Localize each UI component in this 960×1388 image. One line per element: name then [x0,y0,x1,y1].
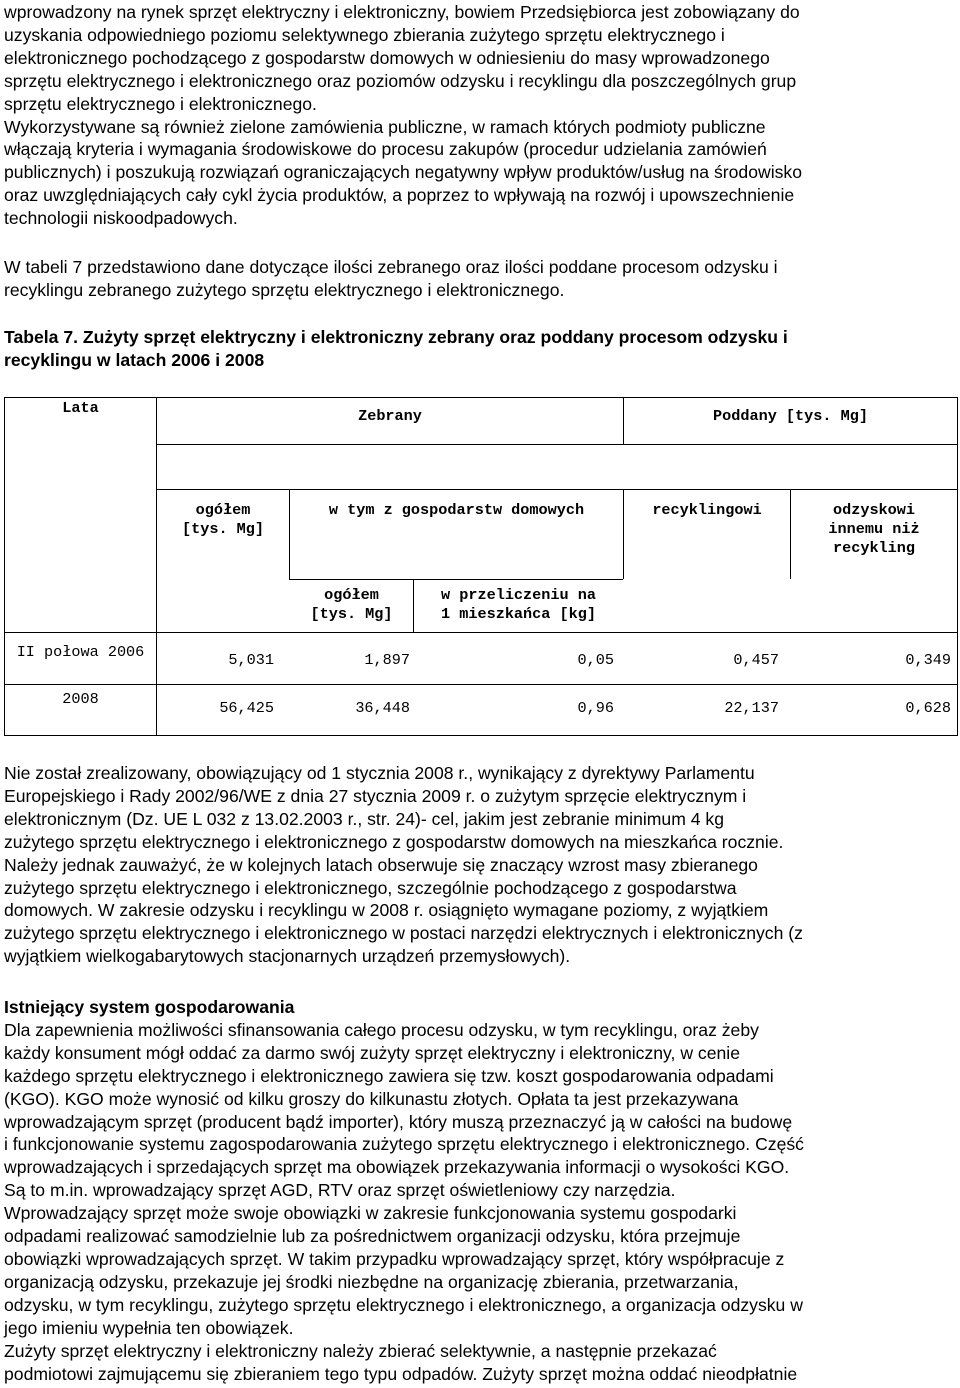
text-line: Zużyty sprzęt elektryczny i elektroniczny należy zbierać selektywnie, a następnie przekazać [4,1340,717,1361]
text-line: publicznych) i poszukują rozwiązań ograniczających negatywny wpływ produktów/usług na środowisko [4,162,802,183]
text-line: elektronicznego pochodzącego z gospodarstw domowych w odniesieniu do masy wprowadzonego [4,47,770,68]
text-line: recyklingu zebranego zużytego sprzętu elektrycznego i elektronicznego. [4,279,565,300]
text-line: Tabela 7. Zużyty sprzęt elektryczny i elektroniczny zebrany oraz poddany procesom odzysku i [4,327,788,347]
header-lata: Lata [62,399,99,417]
header-ogolem: ogółem [tys. Mg] [181,501,265,538]
text-line: (KGO). KGO może wynosić od kilku groszy do kilkunastu złotych. Opłata ta jest przekazywana [4,1088,739,1109]
header-przeliczeniu: w przeliczeniu na 1 mieszkańca [kg] [441,586,596,623]
header-gospodarstw: w tym z gospodarstw domowych [328,501,585,519]
table-cell: 0,96 [577,699,614,717]
table-title [4,326,788,372]
header-zebrany: Zebrany [358,407,422,425]
table-cell: 0,349 [905,651,951,669]
text-line: domowych. W zakresie odzysku i recyklingu w 2008 r. osiągnięto wymagane poziomy, z wyjątkiem [4,900,769,921]
text-line: Europejskiego i Rady 2002/96/WE z dnia 27 stycznia 2009 r. o zużytym sprzęcie elektrycznym i [4,785,747,806]
row-label: 2008 [62,690,99,708]
text-line: technologii niskoodpadowych. [4,208,238,229]
text-line: recyklingu w latach 2006 i 2008 [4,349,265,370]
paragraph-directive [4,762,803,968]
table-cell: 0,05 [577,651,614,669]
table-cell: 22,137 [724,699,779,717]
table-cell: 0,628 [905,699,951,717]
table-cell: 0,457 [733,651,779,669]
text-line: organizacją odzysku, przekazuje jej środki niezbędne na organizację zbierania, przetwarzania, [4,1271,739,1292]
section-existing-system [4,996,804,1385]
text-line: zużytego sprzętu elektrycznego i elektronicznego, szczególnie pochodzącego z gospodarstwa [4,877,737,898]
text-line: podmiotowi zajmującemu się zbieraniem tego typu odpadów. Zużyty sprzęt można oddać nieodpłatnie [4,1363,798,1384]
header-poddany: Poddany [tys. Mg] [713,407,868,425]
text-line: wprowadzających i sprzedających sprzęt ma obowiązek przekazywania informacji o wysokości KGO. [4,1157,790,1178]
text-line: Są to m.in. wprowadzający sprzęt AGD, RTV oraz sprzęt oświetleniowy czy narzędzia. [4,1180,676,1201]
text-line: oraz uwzględniających cały cykl życia produktów, a poprzez to wpływają na rozwój i upowszechnienie [4,185,795,206]
text-line: obowiązki wprowadzających sprzęt. W takim przypadku wprowadzający sprzęt, który współpracuje z [4,1248,785,1269]
text-line: sprzętu elektrycznego i elektronicznego. [4,93,317,114]
header-recyklingowi: recyklingowi [652,501,762,519]
text-line: Wykorzystywane są również zielone zamówienia publiczne, w ramach których podmioty publiczne [4,116,766,137]
text-line: włączają kryteria i wymagania środowiskowe do procesu zakupów (procedur udzielania zamówień [4,139,767,160]
text-line: zużytego sprzętu elektrycznego i elektronicznego w postaci narzędzi elektrycznych i elektronicznych (z [4,923,803,944]
text-line: jego imieniu wypełnia ten obowiązek. [4,1317,294,1338]
text-line: i funkcjonowanie systemu zagospodarowania zużytego sprzętu elektrycznego i elektronicznego. Część [4,1134,804,1155]
text-line: zużytego sprzętu elektrycznego i elektronicznego z gospodarstw domowych na mieszkańca rocznie. [4,831,784,852]
text-line: W tabeli 7 przedstawiono dane dotyczące ilości zebranego oraz ilości poddane procesom odzysku i [4,257,778,277]
header-odzyskowi: odzyskowi innemu niż recykling [828,501,920,557]
text-line: wprowadzającym sprzęt (producent bądź importer), który muszą przeznaczyć ją w całości na budowę [4,1111,793,1132]
text-line: każdego sprzętu elektrycznego i elektronicznego zawiera się tzw. koszt gospodarowania odpadami [4,1065,774,1086]
paragraph-intro [4,1,802,230]
section-heading: Istniejący system gospodarowania [4,997,295,1017]
text-line: wyjątkiem wielkogabarytowych stacjonarnych urządzeń przemysłowych). [4,946,571,967]
text-line: Nie został zrealizowany, obowiązujący od 1 stycznia 2008 r., wynikający z dyrektywy Parlamentu [4,763,755,783]
text-line: odzysku, w tym recyklingu, zużytego sprzętu elektrycznego i elektronicznego, a organizacja odzysku w [4,1294,803,1315]
table-cell: 36,448 [355,699,410,717]
row-label: II połowa 2006 [16,643,145,661]
table-cell: 56,425 [219,699,274,717]
text-line: elektronicznym (Dz. UE L 032 z 13.02.2003 r., str. 24)- cel, jakim jest zebranie minimum 4 kg [4,808,725,829]
table-cell: 5,031 [228,651,274,669]
text-line: każdy konsument mógł oddać za darmo swój zużyty sprzęt elektryczny i elektroniczny, w cenie [4,1042,740,1063]
text-line: wprowadzony na rynek sprzęt elektryczny i elektroniczny, bowiem Przedsiębiorca jest zobowiązany do [4,2,800,22]
text-line: Dla zapewnienia możliwości sfinansowania całego procesu odzysku, w tym recyklingu, oraz żeby [4,1019,759,1040]
text-line: odpadami realizować samodzielnie lub za pośrednictwem organizacji odzysku, która przejmuje [4,1226,741,1247]
data-table [4,397,958,736]
text-line: uzyskania odpowiedniego poziomu selektywnego zbierania zużytego sprzętu elektrycznego i [4,24,725,45]
text-line: Należy jednak zauważyć, że w kolejnych latach obserwuje się znaczący wzrost masy zbieranego [4,854,758,875]
header-gosp-ogolem: ogółem [tys. Mg] [310,586,393,623]
text-line: sprzętu elektrycznego i elektronicznego oraz poziomów odzysku i recyklingu dla poszczególnych grup [4,70,797,91]
table-cell: 1,897 [364,651,410,669]
text-line: Wprowadzający sprzęt może swoje obowiązki w zakresie funkcjonowania systemu gospodarki [4,1203,737,1224]
paragraph-table-intro [4,256,778,302]
